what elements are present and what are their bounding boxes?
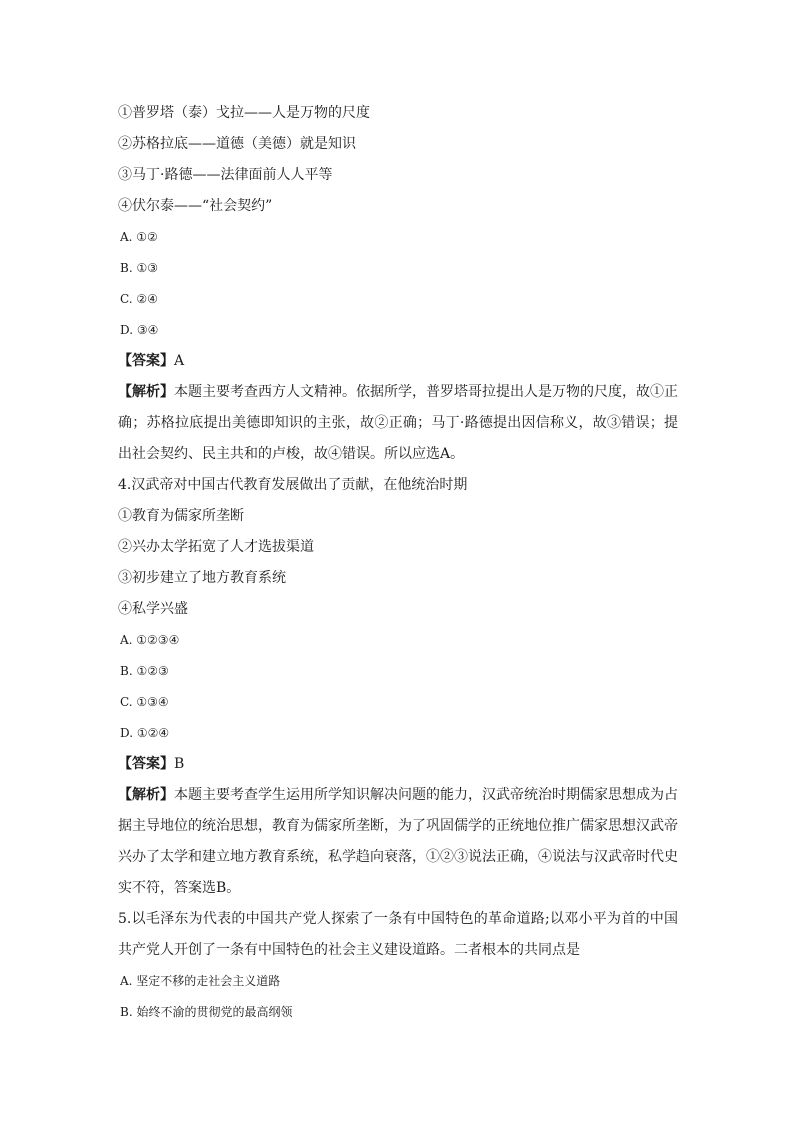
q5-stem: 5.以毛泽东为代表的中国共产党人探索了一条有中国特色的革命道路;以邓小平为首的中国共产党人开创了一条有中国特色的社会主义建设道路。二者根本的共同点是	[118, 911, 678, 958]
analysis-text: 本题主要考查学生运用所学知识解决问题的能力，汉武帝统治时期儒家思想成为占据主导地位的统治思想，教育为儒家所垄断，为了巩固儒学的正统地位推广儒家思想汉武帝兴办了太学和建立地方教育系统，私学趋向衰落，①②③说法正确，④说法与汉武帝时代史实不符，答案选B。	[118, 787, 678, 896]
answer-tag: 【答案】	[118, 353, 174, 369]
q4-stem: 4.汉武帝对中国古代教育发展做出了贡献，在他统治时期	[118, 477, 468, 493]
q4-statement-3: ③初步建立了地方教育系统	[118, 570, 286, 586]
q4-answer	[118, 749, 678, 780]
q3-option-b: B. ①③	[120, 261, 158, 275]
answer-value: B	[174, 756, 185, 772]
q3-option-c: C. ②④	[120, 292, 158, 306]
q4-statement-4: ④私学兴盛	[118, 601, 188, 617]
q4-option-a: A. ①②③④	[120, 633, 180, 647]
q4-option-d: D. ①②④	[120, 726, 170, 740]
answer-value: A	[174, 353, 185, 369]
q3-statement-2: ②苏格拉底——道德（美德）就是知识	[118, 136, 356, 152]
q4-statement-2: ②兴办太学拓宽了人才选拔渠道	[118, 539, 314, 555]
answer-tag: 【答案】	[118, 756, 174, 772]
q3-answer	[118, 346, 678, 377]
q3-statement-1: ①普罗塔（泰）戈拉——人是万物的尺度	[118, 105, 370, 121]
q5-option-a: A. 坚定不移的走社会主义道路	[120, 974, 281, 988]
q4-statement-1: ①教育为儒家所垄断	[118, 508, 244, 524]
q4-analysis	[118, 780, 678, 904]
analysis-tag: 【解析】	[118, 384, 174, 400]
q4-option-c: C. ①③④	[120, 695, 169, 709]
q3-analysis	[118, 377, 678, 470]
q4-option-b: B. ①②③	[120, 664, 169, 678]
q3-statement-3: ③马丁·路德——法律面前人人平等	[118, 167, 333, 183]
q3-option-a: A. ①②	[120, 230, 158, 244]
q3-statement-4: ④伏尔泰——“社会契约”	[118, 198, 273, 214]
page-content	[118, 98, 678, 1028]
analysis-text: 本题主要考查西方人文精神。依据所学，普罗塔哥拉提出人是万物的尺度，故①正确；苏格拉底提出美德即知识的主张，故②正确；马丁·路德提出因信称义，故③错误；提出社会契约、民主共和的卢梭，故④错误。所以应选A。	[118, 384, 678, 462]
q3-option-d: D. ③④	[120, 323, 159, 337]
q5-option-b: B. 始终不渝的贯彻党的最高纲领	[120, 1005, 293, 1019]
analysis-tag: 【解析】	[118, 787, 174, 803]
